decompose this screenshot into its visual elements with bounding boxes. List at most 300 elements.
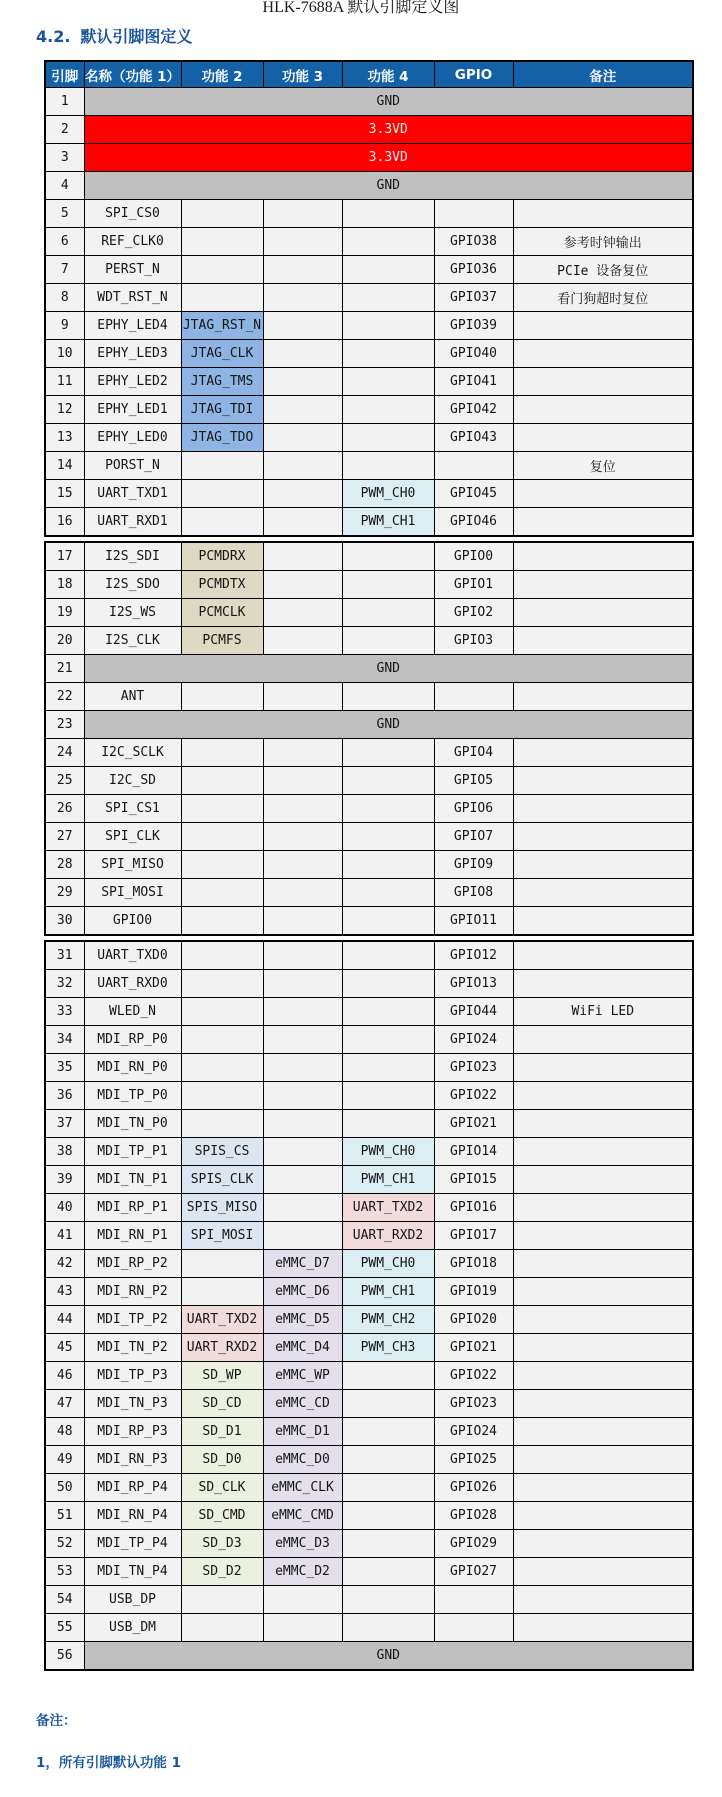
function4-cell [342, 879, 434, 907]
pin-number-cell: 27 [45, 823, 84, 851]
function4-cell [342, 571, 434, 599]
function2-cell [181, 998, 263, 1026]
remark-cell [513, 542, 693, 571]
pin-number-cell: 30 [45, 907, 84, 936]
pin-number-cell: 43 [45, 1278, 84, 1306]
gpio-cell: GPIO44 [434, 998, 513, 1026]
function4-cell [342, 396, 434, 424]
remark-cell [513, 1418, 693, 1446]
function2-cell: UART_TXD2 [181, 1306, 263, 1334]
section-number: 4.2. [36, 27, 71, 46]
function3-cell: eMMC_D7 [263, 1250, 342, 1278]
function3-cell [263, 907, 342, 936]
section-heading [36, 24, 722, 47]
gpio-cell: GPIO45 [434, 480, 513, 508]
pin-number-cell: 45 [45, 1334, 84, 1362]
function3-cell [263, 795, 342, 823]
pin-row [45, 1502, 693, 1530]
pin-row [45, 200, 693, 228]
function4-cell [342, 599, 434, 627]
remark-cell [513, 424, 693, 452]
gpio-cell: GPIO12 [434, 941, 513, 970]
function2-cell: SD_D3 [181, 1530, 263, 1558]
function4-cell [342, 998, 434, 1026]
pin-row [45, 795, 693, 823]
function3-cell: eMMC_D6 [263, 1278, 342, 1306]
function3-cell: eMMC_D5 [263, 1306, 342, 1334]
function2-cell [181, 767, 263, 795]
pin-row [45, 88, 693, 116]
function4-cell [342, 683, 434, 711]
name-cell: SPI_MISO [84, 851, 181, 879]
gpio-cell: GPIO29 [434, 1530, 513, 1558]
gpio-cell: GPIO19 [434, 1278, 513, 1306]
function4-cell [342, 368, 434, 396]
function4-cell [342, 1502, 434, 1530]
remark-cell [513, 1082, 693, 1110]
gpio-cell: GPIO28 [434, 1502, 513, 1530]
remark-cell [513, 1166, 693, 1194]
pin-row [45, 879, 693, 907]
pin-number-cell: 10 [45, 340, 84, 368]
gpio-cell: GPIO23 [434, 1054, 513, 1082]
function2-cell [181, 739, 263, 767]
pin-row [45, 1418, 693, 1446]
pin-number-cell: 41 [45, 1222, 84, 1250]
function3-cell: eMMC_D2 [263, 1558, 342, 1586]
function4-cell [342, 424, 434, 452]
header-row [45, 61, 693, 88]
function4-cell [342, 851, 434, 879]
remark-cell [513, 1054, 693, 1082]
function2-cell [181, 941, 263, 970]
name-cell: SPI_CS1 [84, 795, 181, 823]
pin-row [45, 1222, 693, 1250]
function4-cell: PWM_CH1 [342, 1278, 434, 1306]
name-cell: I2S_WS [84, 599, 181, 627]
remark-cell [513, 941, 693, 970]
function3-cell [263, 739, 342, 767]
function2-cell [181, 480, 263, 508]
pin-row [45, 1474, 693, 1502]
function2-cell: SPIS_MISO [181, 1194, 263, 1222]
remark-cell [513, 851, 693, 879]
pin-number-cell: 39 [45, 1166, 84, 1194]
gpio-cell: GPIO8 [434, 879, 513, 907]
function4-cell [342, 1110, 434, 1138]
name-cell: MDI_TN_P2 [84, 1334, 181, 1362]
function3-cell [263, 767, 342, 795]
name-cell: MDI_RP_P1 [84, 1194, 181, 1222]
name-cell: MDI_RN_P1 [84, 1222, 181, 1250]
pin-definition-tables [44, 60, 692, 1671]
remark-cell: 复位 [513, 452, 693, 480]
pin-row [45, 1390, 693, 1418]
gnd-span-cell: GND [84, 172, 693, 200]
function4-cell [342, 767, 434, 795]
notes-label: 备注： [36, 1713, 77, 1729]
pin-table-1 [44, 60, 694, 537]
function2-cell [181, 508, 263, 537]
function3-cell [263, 599, 342, 627]
function4-cell: UART_RXD2 [342, 1222, 434, 1250]
function3-cell [263, 1614, 342, 1642]
function4-cell [342, 970, 434, 998]
remark-cell [513, 627, 693, 655]
name-cell: MDI_TN_P0 [84, 1110, 181, 1138]
remark-cell [513, 907, 693, 936]
page-title: HLK-7688A 默认引脚定义图 [262, 0, 460, 16]
function2-cell: SD_D1 [181, 1418, 263, 1446]
gpio-cell [434, 683, 513, 711]
pin-number-cell: 56 [45, 1642, 84, 1671]
gpio-cell: GPIO41 [434, 368, 513, 396]
pin-number-cell: 52 [45, 1530, 84, 1558]
remark-cell [513, 970, 693, 998]
pin-row [45, 284, 693, 312]
remark-cell [513, 1530, 693, 1558]
name-cell: I2S_SDI [84, 542, 181, 571]
gpio-cell: GPIO3 [434, 627, 513, 655]
gpio-cell: GPIO43 [434, 424, 513, 452]
pin-row [45, 452, 693, 480]
remark-cell [513, 1502, 693, 1530]
pin-number-cell: 36 [45, 1082, 84, 1110]
pin-row [45, 1082, 693, 1110]
name-cell: MDI_TP_P1 [84, 1138, 181, 1166]
remark-cell [513, 508, 693, 537]
gnd-span-cell: GND [84, 1642, 693, 1671]
remark-cell [513, 1138, 693, 1166]
pin-number-cell: 31 [45, 941, 84, 970]
remark-cell: WiFi LED [513, 998, 693, 1026]
function4-cell [342, 228, 434, 256]
function2-cell [181, 1026, 263, 1054]
function3-cell [263, 683, 342, 711]
function2-cell: PCMCLK [181, 599, 263, 627]
pin-number-cell: 42 [45, 1250, 84, 1278]
remark-cell [513, 1026, 693, 1054]
gpio-cell: GPIO21 [434, 1110, 513, 1138]
function3-cell [263, 823, 342, 851]
gpio-cell: GPIO40 [434, 340, 513, 368]
function4-cell: UART_TXD2 [342, 1194, 434, 1222]
pin-number-cell: 20 [45, 627, 84, 655]
function2-cell: SPI_MOSI [181, 1222, 263, 1250]
name-cell: MDI_TP_P3 [84, 1362, 181, 1390]
column-header: 功能 2 [181, 61, 263, 88]
pin-number-cell: 28 [45, 851, 84, 879]
gpio-cell: GPIO36 [434, 256, 513, 284]
remark-cell [513, 396, 693, 424]
function3-cell [263, 284, 342, 312]
gpio-cell: GPIO2 [434, 599, 513, 627]
name-cell: MDI_RN_P2 [84, 1278, 181, 1306]
function2-cell [181, 228, 263, 256]
pin-table-3 [44, 940, 694, 1671]
pin-number-cell: 11 [45, 368, 84, 396]
note-item: 1，所有引脚默认功能 1 [36, 1755, 181, 1771]
column-header: 名称（功能 1） [84, 61, 181, 88]
name-cell: MDI_TP_P0 [84, 1082, 181, 1110]
function2-cell [181, 683, 263, 711]
pin-number-cell: 8 [45, 284, 84, 312]
pin-row [45, 998, 693, 1026]
gpio-cell: GPIO22 [434, 1362, 513, 1390]
function4-cell [342, 1362, 434, 1390]
name-cell: UART_RXD0 [84, 970, 181, 998]
function4-cell [342, 1558, 434, 1586]
function2-cell [181, 1110, 263, 1138]
function3-cell: eMMC_D3 [263, 1530, 342, 1558]
function3-cell [263, 1110, 342, 1138]
pin-row [45, 1278, 693, 1306]
function3-cell [263, 1026, 342, 1054]
function2-cell [181, 823, 263, 851]
name-cell: MDI_RN_P3 [84, 1446, 181, 1474]
function3-cell [263, 627, 342, 655]
function3-cell [263, 1194, 342, 1222]
name-cell: WLED_N [84, 998, 181, 1026]
gpio-cell: GPIO11 [434, 907, 513, 936]
function2-cell: PCMDRX [181, 542, 263, 571]
column-header: 功能 4 [342, 61, 434, 88]
pin-row [45, 1054, 693, 1082]
function4-cell [342, 1614, 434, 1642]
remark-cell [513, 1250, 693, 1278]
pin-row [45, 1166, 693, 1194]
function2-cell: PCMFS [181, 627, 263, 655]
gpio-cell: GPIO1 [434, 571, 513, 599]
pin-number-cell: 49 [45, 1446, 84, 1474]
gpio-cell: GPIO24 [434, 1026, 513, 1054]
gpio-cell: GPIO16 [434, 1194, 513, 1222]
pin-number-cell: 1 [45, 88, 84, 116]
name-cell: I2S_CLK [84, 627, 181, 655]
pin-number-cell: 25 [45, 767, 84, 795]
name-cell: MDI_TP_P4 [84, 1530, 181, 1558]
function3-cell [263, 452, 342, 480]
function4-cell [342, 542, 434, 571]
pin-number-cell: 53 [45, 1558, 84, 1586]
gpio-cell: GPIO15 [434, 1166, 513, 1194]
remark-cell [513, 739, 693, 767]
function2-cell: SD_D2 [181, 1558, 263, 1586]
pin-row [45, 1558, 693, 1586]
remark-cell [513, 1306, 693, 1334]
function4-cell [342, 340, 434, 368]
gpio-cell: GPIO37 [434, 284, 513, 312]
section-title: 默认引脚图定义 [80, 27, 193, 46]
pin-number-cell: 50 [45, 1474, 84, 1502]
function4-cell: PWM_CH2 [342, 1306, 434, 1334]
function3-cell [263, 228, 342, 256]
pin-number-cell: 2 [45, 116, 84, 144]
remark-cell [513, 571, 693, 599]
gpio-cell: GPIO5 [434, 767, 513, 795]
pin-number-cell: 12 [45, 396, 84, 424]
function2-cell: JTAG_TDI [181, 396, 263, 424]
pin-row [45, 542, 693, 571]
pin-row [45, 941, 693, 970]
pin-table-2 [44, 541, 694, 936]
function4-cell [342, 200, 434, 228]
function3-cell: eMMC_CD [263, 1390, 342, 1418]
function2-cell: SD_CLK [181, 1474, 263, 1502]
pin-row [45, 116, 693, 144]
name-cell: SPI_CS0 [84, 200, 181, 228]
pin-row [45, 340, 693, 368]
name-cell: I2C_SCLK [84, 739, 181, 767]
function4-cell [342, 1390, 434, 1418]
function3-cell [263, 480, 342, 508]
pin-number-cell: 44 [45, 1306, 84, 1334]
gpio-cell: GPIO27 [434, 1558, 513, 1586]
function4-cell: PWM_CH3 [342, 1334, 434, 1362]
function3-cell [263, 508, 342, 537]
name-cell: USB_DM [84, 1614, 181, 1642]
function2-cell: SD_CMD [181, 1502, 263, 1530]
name-cell: ANT [84, 683, 181, 711]
function3-cell: eMMC_D4 [263, 1334, 342, 1362]
pin-row [45, 424, 693, 452]
remark-cell [513, 368, 693, 396]
notes-section [36, 1709, 722, 1771]
remark-cell [513, 767, 693, 795]
pin-row [45, 655, 693, 683]
function3-cell [263, 1054, 342, 1082]
name-cell: EPHY_LED3 [84, 340, 181, 368]
pin-row [45, 970, 693, 998]
function2-cell: SD_CD [181, 1390, 263, 1418]
remark-cell [513, 1222, 693, 1250]
remark-cell [513, 1446, 693, 1474]
function2-cell: JTAG_RST_N [181, 312, 263, 340]
gpio-cell: GPIO18 [434, 1250, 513, 1278]
pin-row [45, 739, 693, 767]
function4-cell [342, 1474, 434, 1502]
name-cell: I2C_SD [84, 767, 181, 795]
function2-cell [181, 1614, 263, 1642]
function3-cell [263, 368, 342, 396]
function3-cell [263, 1222, 342, 1250]
pin-number-cell: 23 [45, 711, 84, 739]
remark-cell [513, 480, 693, 508]
column-header: 引脚 [45, 61, 84, 88]
name-cell: PERST_N [84, 256, 181, 284]
function2-cell: SPIS_CS [181, 1138, 263, 1166]
pin-number-cell: 13 [45, 424, 84, 452]
function4-cell [342, 312, 434, 340]
pin-row [45, 1194, 693, 1222]
gpio-cell: GPIO23 [434, 1390, 513, 1418]
pin-row [45, 851, 693, 879]
function4-cell [342, 739, 434, 767]
function4-cell [342, 823, 434, 851]
gpio-cell: GPIO38 [434, 228, 513, 256]
function2-cell [181, 1082, 263, 1110]
gpio-cell: GPIO46 [434, 508, 513, 537]
function2-cell [181, 1586, 263, 1614]
pin-number-cell: 47 [45, 1390, 84, 1418]
function4-cell [342, 795, 434, 823]
pin-row [45, 480, 693, 508]
remark-cell [513, 599, 693, 627]
name-cell: EPHY_LED1 [84, 396, 181, 424]
function4-cell: PWM_CH1 [342, 1166, 434, 1194]
pin-number-cell: 26 [45, 795, 84, 823]
function3-cell: eMMC_WP [263, 1362, 342, 1390]
pin-row [45, 1614, 693, 1642]
pin-number-cell: 54 [45, 1586, 84, 1614]
pin-row [45, 1306, 693, 1334]
pin-number-cell: 55 [45, 1614, 84, 1642]
pin-row [45, 508, 693, 537]
function3-cell [263, 200, 342, 228]
pin-number-cell: 18 [45, 571, 84, 599]
power-span-cell: 3.3VD [84, 116, 693, 144]
power-span-cell: 3.3VD [84, 144, 693, 172]
gpio-cell [434, 200, 513, 228]
name-cell: USB_DP [84, 1586, 181, 1614]
name-cell: MDI_RP_P0 [84, 1026, 181, 1054]
name-cell: PORST_N [84, 452, 181, 480]
pin-number-cell: 35 [45, 1054, 84, 1082]
function2-cell [181, 1278, 263, 1306]
function3-cell [263, 256, 342, 284]
pin-row [45, 1334, 693, 1362]
function4-cell [342, 284, 434, 312]
function2-cell [181, 284, 263, 312]
pin-row [45, 711, 693, 739]
function3-cell [263, 396, 342, 424]
function2-cell [181, 1054, 263, 1082]
function2-cell [181, 851, 263, 879]
function4-cell: PWM_CH1 [342, 508, 434, 537]
remark-cell [513, 1558, 693, 1586]
remark-cell [513, 1614, 693, 1642]
name-cell: GPIO0 [84, 907, 181, 936]
gpio-cell: GPIO20 [434, 1306, 513, 1334]
function3-cell: eMMC_D1 [263, 1418, 342, 1446]
remark-cell [513, 823, 693, 851]
pin-row [45, 368, 693, 396]
pin-number-cell: 38 [45, 1138, 84, 1166]
pin-row [45, 1250, 693, 1278]
pin-row [45, 683, 693, 711]
name-cell: UART_TXD0 [84, 941, 181, 970]
function3-cell [263, 571, 342, 599]
gpio-cell: GPIO17 [434, 1222, 513, 1250]
gpio-cell: GPIO4 [434, 739, 513, 767]
gpio-cell [434, 1586, 513, 1614]
name-cell: MDI_TP_P2 [84, 1306, 181, 1334]
function2-cell: JTAG_CLK [181, 340, 263, 368]
remark-cell [513, 1194, 693, 1222]
pin-number-cell: 34 [45, 1026, 84, 1054]
name-cell: MDI_RP_P3 [84, 1418, 181, 1446]
remark-cell [513, 1334, 693, 1362]
function2-cell: JTAG_TDO [181, 424, 263, 452]
name-cell: SPI_MOSI [84, 879, 181, 907]
function3-cell [263, 879, 342, 907]
function2-cell [181, 256, 263, 284]
function2-cell: JTAG_TMS [181, 368, 263, 396]
function4-cell [342, 1446, 434, 1474]
remark-cell [513, 1474, 693, 1502]
pin-number-cell: 5 [45, 200, 84, 228]
function4-cell [342, 1530, 434, 1558]
